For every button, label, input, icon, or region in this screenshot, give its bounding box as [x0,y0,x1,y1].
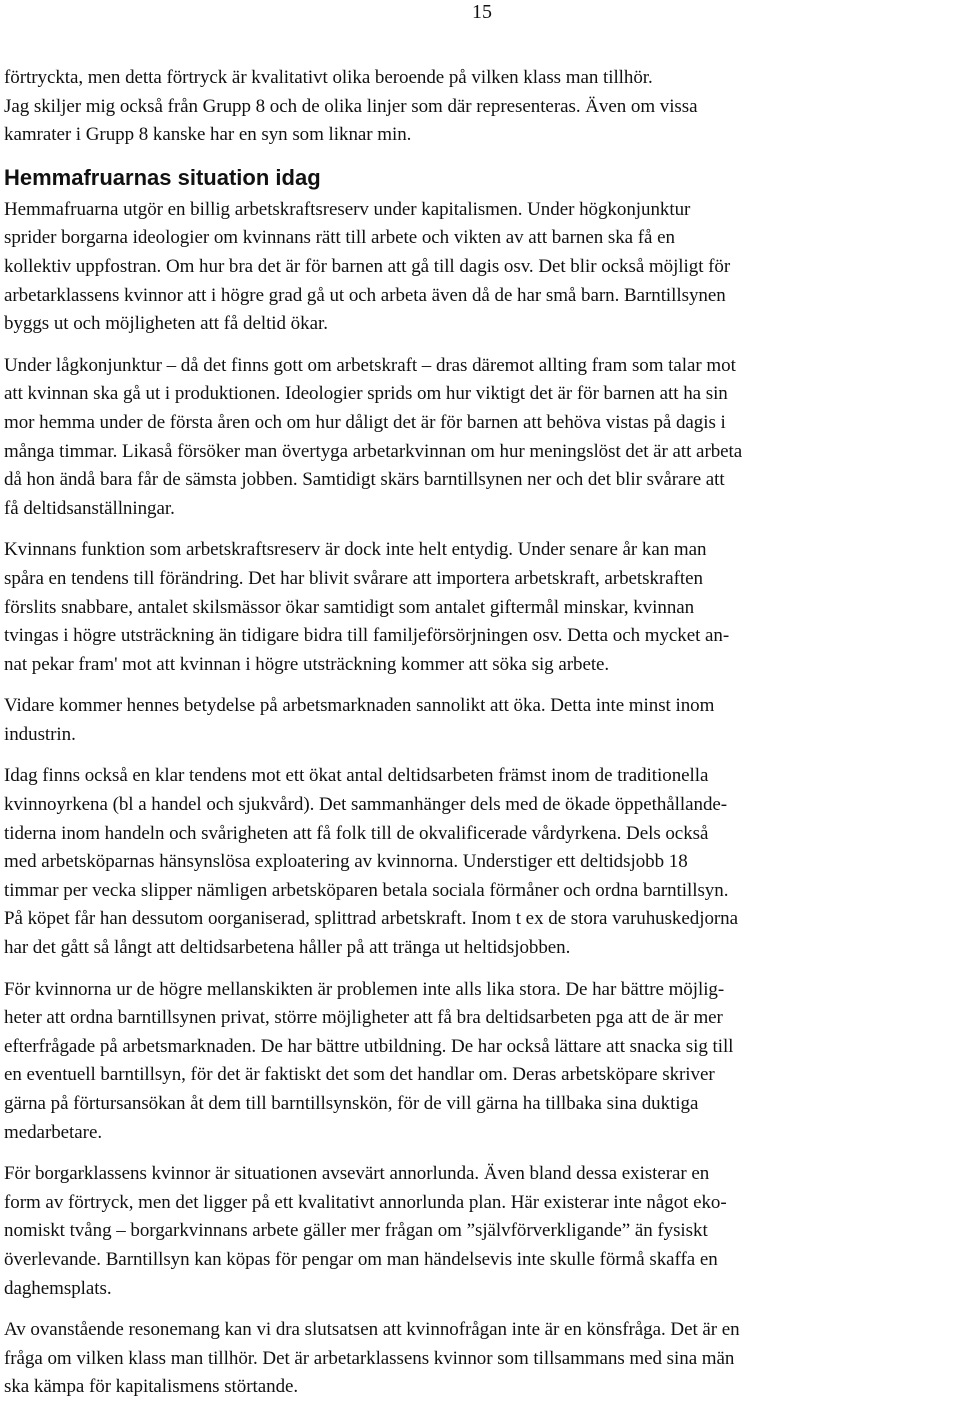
text-line: Jag skiljer mig också från Grupp 8 och de olika linjer som där representeras. Även om vissa [4,95,698,117]
text-line: kvinnoyrkena (bl a handel och sjukvård). Det sammanhänger dels med de ökade öppethållande- [4,794,728,816]
paragraph-lagkonjunktur [4,352,954,524]
text-line: Hemmafruarna utgör en billig arbetskraftsreserv under kapitalismen. Under högkonjunktur [4,198,691,220]
text-line: många timmar. Likaså försöker man övertyga arbetarkvinnan om hur meningslöst det är att arbeta [4,440,743,462]
text-line: mor hemma under de första åren och om hur dåligt det är för barnen att behöva vistas på dagis i [4,411,726,433]
text-line: fråga om vilken klass man tillhör. Det är arbetarklassens kvinnor som tillsammans med sina män [4,1347,735,1369]
text-line: På köpet får han dessutom oorganiserad, splittrad arbetskraft. Inom t ex de stora varuhuskedjorna [4,908,739,930]
text-line: förslits snabbare, antalet skilsmässor ökar samtidigt som antalet giftermål minskar, kvinnan [4,596,695,618]
paragraph-arbetsmarknaden [4,692,954,749]
text-line: timmar per vecka slipper nämligen arbetsköparen betala sociala förmåner och ordna barntillsyn. [4,879,729,901]
text-line: kollektiv uppfostran. Om hur bra det är för barnen att gå till dagis osv. Det blir också möjligt för [4,255,731,277]
text-line: För borgarklassens kvinnor är situationen avsevärt annorlunda. Även bland dessa existerar en [4,1163,710,1185]
paragraph-arbetskraftsreserv [4,536,954,679]
paragraph-mellanskikten [4,976,954,1148]
paragraph-slutsats [4,1316,954,1402]
paragraph-borgarklassen [4,1160,954,1303]
paragraph-deltidsarbeten [4,762,954,962]
text-line: en eventuell barntillsyn, för det är faktiskt det som det handlar om. Deras arbetsköpare skriver [4,1064,715,1086]
text-line: sprider borgarna ideologier om kvinnans rätt till arbete och vikten av att barnen ska få en [4,227,675,249]
text-line: För kvinnorna ur de högre mellanskikten är problemen inte alls lika stora. De har bättre möjlig- [4,978,725,1000]
text-line: att kvinnan ska gå ut i produktionen. Ideologier sprids om hur viktigt det är för barnen att ha sin [4,383,728,405]
text-line: med arbetsköparnas hänsynslösa exploatering av kvinnorna. Understiger ett deltidsjobb 18 [4,851,688,873]
text-line: kamrater i Grupp 8 kanske har en syn som liknar min. [4,124,412,146]
text-line: byggs ut och möjligheten att få deltid ökar. [4,313,328,335]
text-line: arbetarklassens kvinnor att i högre grad gå ut och arbeta även då de har små barn. Barntillsynen [4,284,726,306]
text-line: få deltidsanställningar. [4,497,175,519]
text-line: efterfrågade på arbetsmarknaden. De har bättre utbildning. De har också lättare att snacka sig till [4,1035,734,1057]
text-line: har det gått så långt att deltidsarbetena håller på att tränga ut heltidsjobben. [4,937,571,959]
text-line: form av förtryck, men det ligger på ett kvalitativt annorlunda plan. Här existerar inte något eko- [4,1191,727,1213]
text-line: Vidare kommer hennes betydelse på arbetsmarknaden sannolikt att öka. Detta inte minst inom [4,695,715,717]
text-line: medarbetare. [4,1121,103,1143]
text-line: överlevande. Barntillsyn kan köpas för pengar om man händelsevis inte skulle förmå skaffa en [4,1248,718,1270]
text-line: heter att ordna barntillsynen privat, större möjligheter att få bra deltidsarbeten pga att de är mer [4,1007,723,1029]
text-line: nat pekar fram' mot att kvinnan i högre utsträckning kommer att söka sig arbete. [4,653,610,675]
paragraph-hogkonjunktur [4,196,954,339]
page-number: 15 [472,1,492,23]
text-line: förtryckta, men detta förtryck är kvalitativt olika beroende på vilken klass man tillhör. [4,67,653,88]
text-line: industrin. [4,723,76,745]
text-line: då hon ändå bara får de sämsta jobben. Samtidigt skärs barntillsynen ner och det blir svårare att [4,469,725,491]
text-line: Idag finns också en klar tendens mot ett ökat antal deltidsarbeten främst inom de traditionella [4,765,709,787]
text-line: ska kämpa för kapitalismens störtande. [4,1376,299,1398]
text-line: Under lågkonjunktur – då det finns gott om arbetskraft – dras däremot allting fram som talar mot [4,354,736,376]
text-line: tiderna inom handeln och svårigheten att få folk till de okvalificerade vårdyrkena. Dels också [4,822,709,844]
text-line: tvingas i högre utsträckning än tidigare bidra till familjeförsörjningen osv. Detta och mycket an- [4,625,730,647]
text-line: daghemsplats. [4,1277,112,1299]
text-line: gärna på förtursansökan åt dem till barntillsynskön, för de vill gärna ha tillbaka sina duktiga [4,1093,699,1114]
text-line: spåra en tendens till förändring. Det har blivit svårare att importera arbetskraft, arbetskraften [4,567,703,589]
text-line: nomiskt tvång – borgarkvinnans arbete gäller mer frågan om ”självförverkligande” än fysiskt [4,1220,708,1242]
paragraph-intro [4,64,954,150]
text-line: Kvinnans funktion som arbetskraftsreserv är dock inte helt entydig. Under senare år kan man [4,539,707,561]
section-heading: Hemmafruarnas situation idag [4,164,321,190]
text-line: Av ovanstående resonemang kan vi dra slutsatsen att kvinnofrågan inte är en könsfråga. Det är en [4,1319,740,1341]
document-body [4,64,954,1415]
